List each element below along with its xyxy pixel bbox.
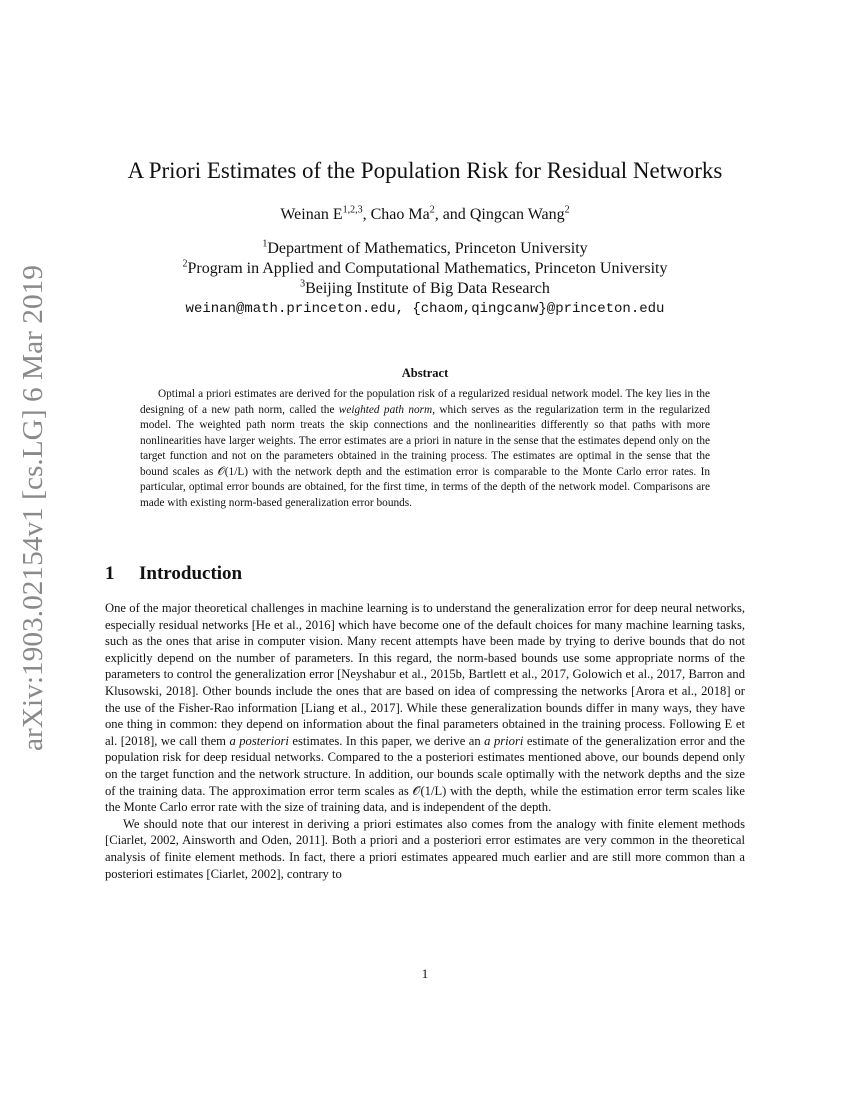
affiliation-sup: 1 bbox=[262, 238, 268, 250]
abstract-heading: Abstract bbox=[401, 366, 449, 380]
email-addresses: weinan@math.princeton.edu, {chaom,qingcanw}@princeton.edu bbox=[185, 301, 665, 317]
paragraph bbox=[105, 600, 745, 816]
affiliations bbox=[60, 239, 790, 319]
author-separator: , and bbox=[434, 206, 470, 223]
abstract-text: , which serves as the regularization term in the regularized model. The weighted path norm treats the skip connections and the nonlinearities differently so that paths with more nonlinearities have larger weights. The error estimates are a priori in nature in the sense that the estimates depend only on the target function and not on the parameters obtained in the training process. The estimates are optimal in the sense that the bound scales as 𝒪(1/L) with the network depth and the estimation error is comparable to the Monte Carlo error rates. In particular, optimal error bounds are obtained, for the first time, in terms of the depth of the network model. Comparisons are made with existing norm-based generalization error bounds. bbox=[140, 403, 710, 509]
author-3-sup: 2 bbox=[564, 204, 570, 216]
section-number: 1 bbox=[105, 563, 115, 584]
paragraph-text: One of the major theoretical challenges in machine learning is to understand the generalization error for deep neural networks, especially residual networks [He et al., 2016] which have become one of the default choices for many machine learning tasks, such as the ones that arise in computer vision. Many recent attempts have been made by trying to derive bounds that do not explicitly depend on the number of parameters. In this regard, the norm-based bounds use some appropriate norms of the parameters to control the generalization error [Neyshabur et al., 2015b, Bartlett et al., 2017, Golowich et al., 2017, Barron and Klusowski, 2018]. Other bounds include the ones that are based on idea of compressing the networks [Arora et al., 2018] or the use of the Fisher-Rao information [Liang et al., 2017]. While these generalization bounds differ in many ways, they have one thing in common: they depend on information about the final parameters obtained in the training process. Following E et al. [2018], we call them bbox=[105, 601, 745, 748]
affiliation-text: Beijing Institute of Big Data Research bbox=[305, 280, 550, 297]
author-separator: , bbox=[362, 206, 371, 223]
paper-title: A Priori Estimates of the Population Risk for Residual Networks bbox=[127, 158, 723, 183]
abstract-emphasis: weighted path norm bbox=[338, 403, 433, 416]
paragraph-emphasis: a priori bbox=[484, 733, 524, 748]
affiliation-1 bbox=[60, 239, 790, 259]
section-body bbox=[105, 600, 745, 882]
author-3: Qingcan Wang bbox=[469, 206, 565, 223]
author-1-sup: 1,2,3 bbox=[342, 204, 363, 216]
author-1: Weinan E bbox=[280, 206, 343, 223]
affiliation-sup: 2 bbox=[182, 258, 188, 270]
author-2: Chao Ma bbox=[370, 206, 430, 223]
section-title: Introduction bbox=[139, 563, 243, 584]
affiliation-text: Program in Applied and Computational Mathematics, Princeton University bbox=[187, 260, 668, 277]
abstract-text: Optimal a priori estimates are derived for the population risk of a regularized residual network model. The key lies in the designing of a new path norm, called the bbox=[140, 388, 710, 416]
paragraph-text: estimates. In this paper, we derive an bbox=[288, 733, 485, 748]
abstract-body bbox=[140, 387, 710, 511]
arxiv-stamp-text: arXiv:1903.02154v1 [cs.LG] 6 Mar 2019 bbox=[18, 287, 49, 751]
affiliation-2 bbox=[60, 259, 790, 279]
author-2-sup: 2 bbox=[429, 204, 435, 216]
author-list bbox=[60, 206, 790, 224]
affiliation-3 bbox=[60, 279, 790, 299]
affiliation-text: Department of Mathematics, Princeton University bbox=[267, 240, 588, 257]
arxiv-stamp bbox=[0, 265, 58, 755]
page-number: 1 bbox=[421, 966, 429, 981]
paragraph-emphasis: a posteriori bbox=[229, 733, 289, 748]
section-heading bbox=[105, 563, 242, 585]
affiliation-sup: 3 bbox=[300, 278, 306, 290]
paragraph-text: estimate of the generalization error and the population risk for deep residual networks. Compared to the a posteriori estimates mentioned above, our bounds depend only on the target function and the network structure. In addition, our bounds scale optimally with the network depths and the size of the training data. The approximation error term scales as 𝒪(1/L) with the depth, while the estimation error term scales like the Monte Carlo error rate with the size of training data, and is independent of the depth. bbox=[105, 733, 745, 815]
paragraph: We should note that our interest in deriving a priori estimates also comes from the analogy with finite element methods [Ciarlet, 2002, Ainsworth and Oden, 2011]. Both a priori and a posteriori error estimates are very common in the theoretical analysis of finite element methods. In fact, there a priori estimates appeared much earlier and are still more common than a posteriori estimates [Ciarlet, 2002], contrary to bbox=[105, 816, 745, 881]
